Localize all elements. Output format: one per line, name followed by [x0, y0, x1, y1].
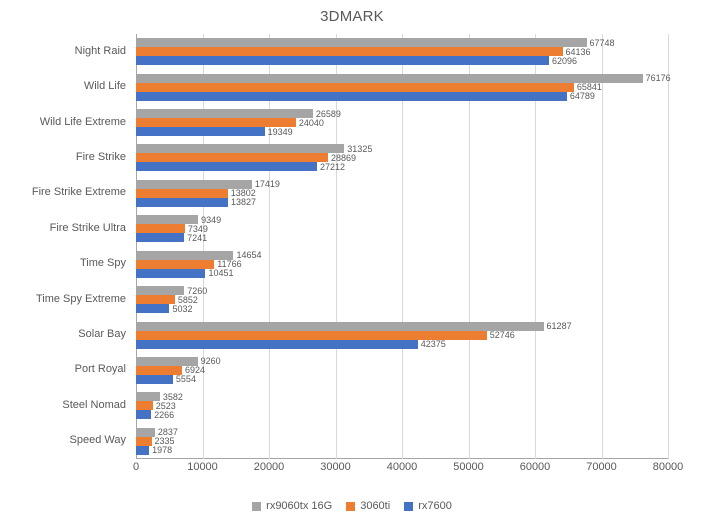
bar[interactable]	[136, 340, 418, 349]
bar-row	[136, 118, 669, 127]
bar[interactable]	[136, 260, 214, 269]
category-label: Port Royal	[74, 363, 126, 376]
bar-value-label: 10451	[208, 268, 234, 279]
bar-value-label: 1978	[152, 445, 173, 456]
bar-row	[136, 180, 669, 189]
x-tick-label: 20000	[253, 461, 285, 473]
bar-value-label: 42375	[420, 339, 446, 350]
bar[interactable]	[136, 74, 643, 83]
bar-row	[136, 109, 669, 118]
bar[interactable]	[136, 38, 587, 47]
bar-value-label: 5032	[172, 303, 193, 314]
bar-value-label: 24040	[298, 117, 324, 128]
bar-row	[136, 428, 669, 437]
legend-swatch	[252, 502, 261, 511]
bar-row	[136, 269, 669, 278]
bar[interactable]	[136, 224, 185, 233]
bar-value-label: 7241	[187, 232, 208, 243]
bar-value-label: 2335	[154, 436, 175, 447]
bar-row	[136, 127, 669, 136]
bar-value-label: 64789	[569, 91, 595, 102]
bar-row	[136, 162, 669, 171]
bar[interactable]	[136, 446, 149, 455]
bar-row	[136, 215, 669, 224]
bar[interactable]	[136, 109, 313, 118]
bar-value-label: 64136	[565, 46, 591, 57]
bar-row	[136, 224, 669, 233]
bar-value-label: 27212	[319, 161, 345, 172]
bar[interactable]	[136, 162, 317, 171]
chart-title: 3DMARK	[320, 8, 384, 25]
bar-value-label: 3582	[162, 391, 183, 402]
bar[interactable]	[136, 56, 549, 65]
category-label: Solar Bay	[78, 328, 126, 341]
bar-value-label: 17419	[254, 179, 280, 190]
category-label: Steel Nomad	[62, 398, 126, 411]
bar-row	[136, 286, 669, 295]
category-label: Fire Strike Extreme	[31, 186, 126, 199]
x-axis-tick-labels	[132, 461, 684, 477]
bar-row	[136, 198, 669, 207]
bar-value-label: 28869	[330, 152, 356, 163]
legend-item[interactable]	[404, 500, 452, 512]
bar-row	[136, 144, 669, 153]
x-tick-label: 60000	[519, 461, 551, 473]
bar-value-label: 19349	[267, 126, 293, 137]
x-tick-label: 70000	[586, 461, 617, 473]
category-label: Time Spy	[79, 257, 126, 270]
bar[interactable]	[136, 83, 574, 92]
bar[interactable]	[136, 92, 567, 101]
bar[interactable]	[136, 198, 228, 207]
legend-label: rx9060tx 16G	[266, 500, 333, 512]
bar-value-label: 13802	[230, 188, 256, 199]
bar-row	[136, 446, 669, 455]
bar-value-label: 2837	[157, 427, 178, 438]
bar-row	[136, 437, 669, 446]
bar-value-label: 62096	[551, 55, 577, 66]
bar-value-label: 13827	[230, 197, 256, 208]
bar-value-label: 67748	[589, 37, 615, 48]
bar[interactable]	[136, 233, 184, 242]
category-label: Time Spy Extreme	[35, 292, 126, 305]
bar-value-label: 6924	[185, 365, 206, 376]
bar-row	[136, 153, 669, 162]
bar-value-label: 52746	[489, 330, 515, 341]
x-tick-label: 30000	[320, 461, 351, 473]
bar-row	[136, 233, 669, 242]
x-tick-label: 40000	[386, 461, 418, 473]
x-tick-label: 10000	[187, 461, 218, 473]
legend-label: rx7600	[418, 500, 452, 512]
bar-row	[136, 92, 669, 101]
bar-row	[136, 322, 669, 331]
bar-value-label: 65841	[576, 82, 602, 93]
bar-row	[136, 366, 669, 375]
category-label: Wild Life Extreme	[39, 115, 126, 128]
bar[interactable]	[136, 153, 328, 162]
bar-value-label: 9260	[200, 356, 221, 367]
bar-row	[136, 189, 669, 198]
bar-row	[136, 295, 669, 304]
bar-value-label: 7260	[187, 285, 208, 296]
bar-row	[136, 401, 669, 410]
category-label: Night Raid	[74, 44, 126, 57]
bar-row	[136, 357, 669, 366]
category-label: Wild Life	[83, 80, 126, 93]
x-tick-label: 50000	[453, 461, 484, 473]
bar[interactable]	[136, 269, 205, 278]
bar-value-label: 9349	[201, 214, 222, 225]
bar-row	[136, 304, 669, 313]
bar-row	[136, 375, 669, 384]
bar-value-label: 61287	[546, 321, 572, 332]
bar[interactable]	[136, 410, 151, 419]
legend-item[interactable]	[346, 500, 390, 512]
bar-value-label: 14654	[236, 250, 262, 261]
bar-value-label: 2266	[154, 409, 175, 420]
category-label: Fire Strike	[75, 150, 126, 163]
legend-label: 3060ti	[360, 500, 391, 512]
bar[interactable]	[136, 322, 544, 331]
bar[interactable]	[136, 144, 344, 153]
bar-value-label: 2523	[155, 400, 176, 411]
bar-row	[136, 56, 669, 65]
bar-row	[136, 410, 669, 419]
chart-legend	[0, 500, 704, 512]
bar-row	[136, 340, 669, 349]
bar[interactable]	[136, 375, 173, 384]
bar-row	[136, 47, 669, 56]
x-tick-label: 0	[132, 461, 140, 473]
bar-value-label: 5852	[177, 294, 198, 305]
legend-swatch	[346, 502, 355, 511]
legend-swatch	[404, 502, 413, 511]
bar-row	[136, 331, 669, 340]
bar[interactable]	[136, 304, 169, 313]
bar-value-label: 7349	[187, 223, 208, 234]
category-label: Fire Strike Ultra	[49, 221, 126, 234]
bar-value-label: 11766	[217, 259, 242, 270]
category-label: Speed Way	[69, 434, 126, 447]
bar-value-label: 76176	[645, 73, 671, 84]
bar[interactable]	[136, 47, 563, 56]
bar[interactable]	[136, 189, 228, 198]
bar[interactable]	[136, 127, 265, 136]
bar-value-label: 31325	[347, 143, 373, 154]
x-tick-label: 80000	[652, 461, 684, 473]
bar-value-label: 5554	[175, 374, 196, 385]
plot-area	[136, 34, 669, 459]
bar-row	[136, 392, 669, 401]
legend-item[interactable]	[252, 500, 332, 512]
bar-value-label: 26589	[315, 108, 341, 119]
